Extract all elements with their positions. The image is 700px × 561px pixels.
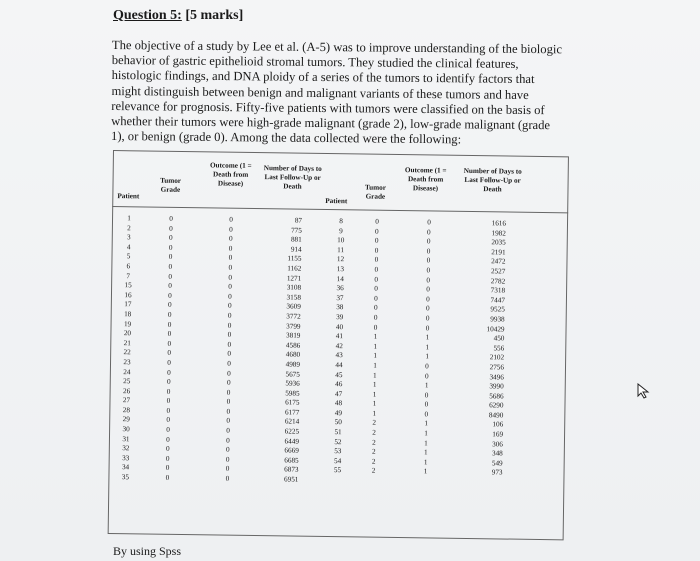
- days-cell: 10429: [486, 324, 505, 334]
- grade-cell: 2: [371, 447, 376, 456]
- outcome-cell: 1: [423, 448, 428, 457]
- outcome-cell: 0: [228, 244, 233, 253]
- grade-cell: 0: [167, 329, 172, 338]
- grade-cell: 2: [372, 419, 377, 428]
- grade-cell: 1: [372, 399, 377, 408]
- grade-cell: 1: [373, 371, 377, 380]
- outcome-cell: 0: [225, 474, 230, 483]
- patient-cell: 6: [126, 262, 131, 271]
- days-cell: 9938: [490, 315, 505, 324]
- grade-cell: 0: [166, 416, 171, 425]
- outcome-cell: 0: [226, 378, 231, 387]
- paragraph-line: relevance for prognosis. Fifty-five patients with tumors were classified on the basis of: [111, 98, 545, 117]
- grade-cell: 0: [373, 304, 378, 313]
- patient-cell: 19: [123, 319, 132, 328]
- outcome-cell: 0: [225, 455, 230, 464]
- days-cell: 106: [492, 420, 504, 429]
- outcome-cell: 0: [228, 282, 232, 291]
- days-cell: 6873: [284, 465, 299, 475]
- patient-cell: 37: [336, 293, 344, 302]
- grade-cell: 1: [373, 342, 378, 351]
- grade-cell: 0: [375, 227, 379, 236]
- question-label: Question 5:: [113, 8, 182, 23]
- grade-cell: 0: [165, 473, 170, 482]
- grade-cell: 0: [168, 281, 172, 290]
- grade-cell: 0: [373, 313, 378, 322]
- outcome-cell: 0: [425, 323, 430, 332]
- days-cell: 7318: [490, 286, 506, 295]
- grade-cell: 2: [372, 438, 376, 447]
- days-cell: 6449: [284, 437, 300, 446]
- outcome-cell: 0: [427, 218, 431, 227]
- outcome-cell: 1: [424, 429, 428, 438]
- days-cell: 3772: [286, 312, 301, 321]
- column-days-right: [468, 219, 506, 478]
- patient-cell: 20: [123, 329, 132, 338]
- outcome-cell: 0: [425, 362, 429, 371]
- grade-cell: 0: [168, 253, 173, 262]
- grade-cell: 0: [168, 272, 173, 281]
- patient-cell: 42: [335, 341, 343, 350]
- days-cell: 2782: [490, 276, 506, 286]
- grade-cell: 1: [372, 390, 377, 399]
- outcome-cell: 0: [426, 256, 431, 265]
- column-grade-left: [156, 215, 182, 484]
- patient-cell: 9: [339, 226, 343, 235]
- days-cell: 5936: [285, 379, 300, 388]
- outcome-cell: 0: [228, 263, 233, 272]
- patient-cell: 35: [121, 473, 130, 482]
- days-cell: 2756: [489, 363, 505, 372]
- grade-cell: 0: [165, 445, 170, 454]
- outcome-cell: 0: [227, 369, 231, 378]
- header-patient-right: Patient: [325, 196, 348, 206]
- days-cell: 1162: [287, 264, 302, 273]
- outcome-cell: 0: [427, 227, 431, 237]
- days-cell: 6225: [284, 427, 300, 436]
- column-grade-right: [362, 218, 388, 477]
- question-marks: [5 marks]: [185, 8, 244, 23]
- days-cell: 8490: [488, 411, 504, 420]
- column-outcome-right: [414, 218, 440, 477]
- grade-cell: 0: [167, 320, 172, 329]
- days-cell: 549: [491, 459, 503, 468]
- days-cell: 1616: [491, 219, 507, 228]
- days-cell: 2102: [489, 353, 505, 362]
- grade-cell: 0: [167, 368, 171, 377]
- patient-cell: 53: [334, 447, 342, 456]
- grade-cell: 0: [167, 349, 172, 358]
- outcome-cell: 0: [225, 445, 230, 454]
- patient-cell: 38: [336, 303, 344, 312]
- patient-cell: 3: [126, 233, 131, 242]
- grade-cell: 0: [169, 214, 173, 223]
- patient-cell: 1: [127, 214, 131, 223]
- header-patient-left: Patient: [117, 192, 140, 201]
- grade-cell: 2: [372, 428, 376, 437]
- grade-cell: 0: [168, 262, 173, 271]
- days-cell: 6175: [285, 398, 300, 407]
- grade-cell: 0: [375, 217, 379, 226]
- patient-cell: 34: [121, 463, 130, 472]
- grade-cell: 0: [166, 387, 171, 396]
- mouse-pointer-icon: [637, 383, 651, 399]
- grade-cell: 0: [374, 246, 379, 255]
- grade-cell: 0: [168, 243, 173, 252]
- grade-cell: 1: [372, 380, 377, 389]
- paragraph-line: might distinguish between benign and malignant variants of these tumors and have: [111, 83, 529, 102]
- patient-cell: 10: [337, 236, 345, 245]
- days-cell: 6951: [283, 475, 299, 484]
- days-cell: 4680: [285, 350, 301, 359]
- paragraph-line: whether their tumors were high-grade malignant (grade 2), low-grade malignant (grade: [111, 114, 551, 133]
- outcome-cell: 1: [423, 467, 428, 476]
- days-cell: 7447: [490, 296, 505, 305]
- outcome-cell: 1: [424, 419, 429, 428]
- grade-cell: 0: [168, 291, 172, 300]
- patient-cell: 29: [122, 415, 130, 424]
- grade-cell: 0: [165, 464, 170, 473]
- problem-paragraph: [111, 38, 590, 149]
- outcome-cell: 0: [425, 314, 430, 323]
- grade-cell: 0: [169, 224, 173, 233]
- days-cell: 973: [491, 468, 503, 477]
- patient-cell: 12: [336, 255, 345, 264]
- data-table: [108, 150, 570, 541]
- header-days-right: Number of Days to Last Follow-Up or Death: [463, 166, 522, 194]
- patient-cell: 49: [334, 408, 342, 418]
- outcome-cell: 0: [229, 215, 233, 224]
- days-cell: 3108: [286, 283, 302, 292]
- grade-cell: 0: [374, 265, 379, 274]
- outcome-cell: 0: [227, 340, 232, 349]
- grade-cell: 0: [165, 454, 170, 463]
- patient-cell: 48: [334, 399, 343, 408]
- header-outcome-right: Outcome (1 = Death from Disease): [404, 166, 447, 193]
- days-cell: 3819: [285, 331, 301, 340]
- outcome-cell: 0: [426, 275, 431, 285]
- paragraph-line: behavior of gastric epithelioid stromal tumors. They studied the clinical features,: [111, 53, 519, 72]
- days-cell: 6177: [284, 408, 300, 417]
- days-cell: 348: [491, 449, 503, 458]
- days-cell: 2472: [491, 257, 506, 266]
- grade-cell: 0: [374, 284, 378, 293]
- days-cell: 3990: [489, 382, 504, 391]
- outcome-cell: 1: [425, 352, 429, 361]
- patient-cell: 45: [335, 370, 343, 379]
- patient-cell: 54: [334, 456, 342, 466]
- grade-cell: 1: [372, 409, 377, 418]
- patient-cell: 4: [126, 242, 131, 252]
- days-cell: 3799: [286, 321, 301, 331]
- days-cell: 2191: [491, 248, 506, 257]
- outcome-cell: 0: [424, 410, 429, 419]
- grade-cell: 0: [166, 377, 171, 386]
- grade-cell: 0: [166, 406, 171, 415]
- outcome-cell: 0: [228, 292, 232, 301]
- patient-cell: 22: [123, 348, 131, 357]
- patient-cell: 36: [336, 284, 344, 293]
- patient-cell: 47: [334, 389, 343, 398]
- outcome-cell: 0: [226, 407, 231, 416]
- days-cell: 5686: [489, 391, 504, 401]
- column-days-left: [268, 216, 302, 485]
- days-cell: 1982: [491, 228, 506, 238]
- outcome-cell: 0: [226, 426, 230, 435]
- days-cell: 3496: [489, 372, 504, 381]
- column-patient-left: [114, 214, 140, 483]
- patient-cell: 39: [336, 313, 344, 322]
- outcome-cell: 0: [425, 304, 430, 313]
- patient-cell: 55: [333, 466, 342, 475]
- outcome-cell: 0: [227, 321, 232, 330]
- patient-cell: 40: [335, 322, 344, 331]
- days-cell: 6214: [284, 417, 300, 427]
- patient-cell: 50: [334, 418, 342, 427]
- days-cell: 169: [492, 430, 504, 439]
- outcome-cell: 0: [426, 295, 430, 304]
- grade-cell: 0: [374, 236, 379, 245]
- patient-cell: 28: [122, 406, 131, 415]
- outcome-cell: 0: [228, 234, 233, 243]
- outcome-cell: 1: [423, 458, 428, 467]
- patient-cell: 52: [334, 437, 342, 446]
- days-cell: 3609: [286, 302, 301, 311]
- patient-cell: 31: [122, 434, 130, 443]
- paragraph-line: histologic findings, and DNA ploidy of a series of the tumors to identify factors that: [111, 68, 535, 87]
- outcome-cell: 1: [424, 439, 428, 448]
- patient-cell: 25: [123, 377, 131, 386]
- grade-cell: 0: [374, 275, 379, 284]
- outcome-cell: 0: [227, 359, 231, 368]
- days-cell: 4989: [285, 360, 301, 369]
- header-grade-right: Tumor Grade: [364, 183, 387, 201]
- patient-cell: 41: [335, 332, 344, 341]
- days-cell: 5675: [285, 369, 300, 379]
- grade-cell: 0: [167, 339, 172, 348]
- outcome-cell: 0: [226, 436, 230, 445]
- patient-cell: 23: [123, 358, 131, 367]
- grade-cell: 0: [167, 301, 172, 310]
- outcome-cell: 0: [424, 400, 429, 409]
- grade-cell: 0: [374, 294, 378, 303]
- grade-cell: 2: [371, 457, 376, 466]
- days-cell: 881: [290, 235, 302, 244]
- patient-cell: 16: [124, 290, 132, 300]
- patient-cell: 11: [337, 245, 345, 255]
- patient-cell: 8: [339, 217, 343, 226]
- grade-cell: 0: [166, 397, 171, 406]
- outcome-cell: 0: [426, 247, 431, 256]
- patient-cell: 46: [335, 380, 343, 389]
- days-cell: 1155: [287, 254, 302, 264]
- days-cell: 914: [290, 245, 302, 254]
- patient-cell: 24: [123, 367, 131, 376]
- grade-cell: 0: [167, 358, 171, 367]
- patient-cell: 21: [123, 338, 131, 347]
- days-cell: 6669: [284, 446, 299, 455]
- patient-cell: 32: [122, 444, 130, 453]
- question-title: [113, 8, 243, 24]
- patient-cell: 5: [126, 252, 131, 261]
- days-cell: 556: [493, 344, 505, 353]
- patient-cell: 43: [335, 351, 343, 360]
- days-cell: 3158: [286, 293, 302, 302]
- header-grade-left: Tumor Grade: [160, 176, 182, 194]
- patient-cell: 15: [124, 281, 132, 290]
- patient-cell: 17: [124, 300, 132, 309]
- days-cell: 5985: [285, 389, 300, 398]
- grade-cell: 0: [166, 435, 170, 444]
- grade-cell: 1: [373, 361, 377, 370]
- grade-cell: 1: [373, 351, 378, 361]
- outcome-cell: 1: [425, 343, 430, 352]
- outcome-cell: 0: [228, 254, 233, 263]
- patient-cell: 26: [122, 386, 131, 395]
- patient-cell: 27: [122, 396, 131, 405]
- days-cell: 6685: [284, 456, 299, 465]
- paragraph-line: The objective of a study by Lee et al. (A-5) was to improve understanding of the biologic: [111, 38, 563, 57]
- outcome-cell: 0: [227, 330, 232, 339]
- days-cell: 306: [492, 439, 503, 449]
- grade-cell: 0: [166, 425, 170, 434]
- patient-cell: 14: [336, 274, 344, 283]
- outcome-cell: 0: [426, 285, 430, 294]
- outcome-cell: 1: [424, 381, 429, 390]
- column-outcome-left: [216, 216, 242, 485]
- footer-note: By using Spss: [113, 544, 182, 558]
- column-patient-right: [326, 217, 352, 476]
- grade-cell: 0: [373, 323, 378, 332]
- header-days-left: Number of Days to Last Follow-Up or Death: [263, 164, 322, 191]
- outcome-cell: 0: [225, 465, 230, 474]
- outcome-cell: 0: [226, 388, 231, 397]
- outcome-cell: 0: [426, 266, 431, 275]
- grade-cell: 2: [371, 467, 376, 476]
- outcome-cell: 0: [227, 349, 232, 358]
- patient-cell: 33: [122, 454, 130, 463]
- outcome-cell: 0: [424, 391, 429, 400]
- outcome-cell: 0: [426, 237, 431, 246]
- header-outcome-left: Outcome (1 = Death from Disease): [209, 161, 252, 188]
- patient-cell: 44: [335, 361, 343, 370]
- grade-cell: 0: [167, 310, 172, 319]
- outcome-cell: 0: [227, 311, 232, 320]
- days-cell: 87: [294, 216, 303, 225]
- days-cell: 6290: [489, 401, 504, 410]
- outcome-cell: 0: [229, 225, 233, 234]
- patient-cell: 30: [122, 425, 130, 434]
- outcome-cell: 0: [227, 301, 232, 311]
- grade-cell: 1: [373, 332, 378, 341]
- days-cell: 2035: [491, 238, 506, 247]
- days-cell: 1271: [286, 274, 302, 283]
- grade-cell: 0: [168, 233, 173, 243]
- days-cell: 450: [493, 334, 505, 343]
- outcome-cell: 0: [228, 273, 233, 282]
- patient-cell: 18: [124, 310, 132, 319]
- grade-cell: 0: [374, 256, 379, 265]
- patient-cell: 7: [126, 271, 131, 280]
- outcome-cell: 0: [226, 397, 231, 406]
- outcome-cell: 1: [425, 333, 430, 342]
- days-cell: 775: [291, 226, 302, 235]
- patient-cell: 51: [334, 428, 342, 437]
- days-cell: 4586: [285, 341, 301, 350]
- days-cell: 9525: [490, 305, 505, 314]
- patient-cell: 2: [127, 223, 131, 232]
- outcome-cell: 0: [226, 417, 231, 426]
- outcome-cell: 0: [425, 371, 429, 380]
- days-cell: 2527: [490, 267, 506, 276]
- paragraph-line: 1), or benign (grade 0). Among the data collected were the following:: [110, 129, 462, 147]
- patient-cell: 13: [336, 265, 345, 274]
